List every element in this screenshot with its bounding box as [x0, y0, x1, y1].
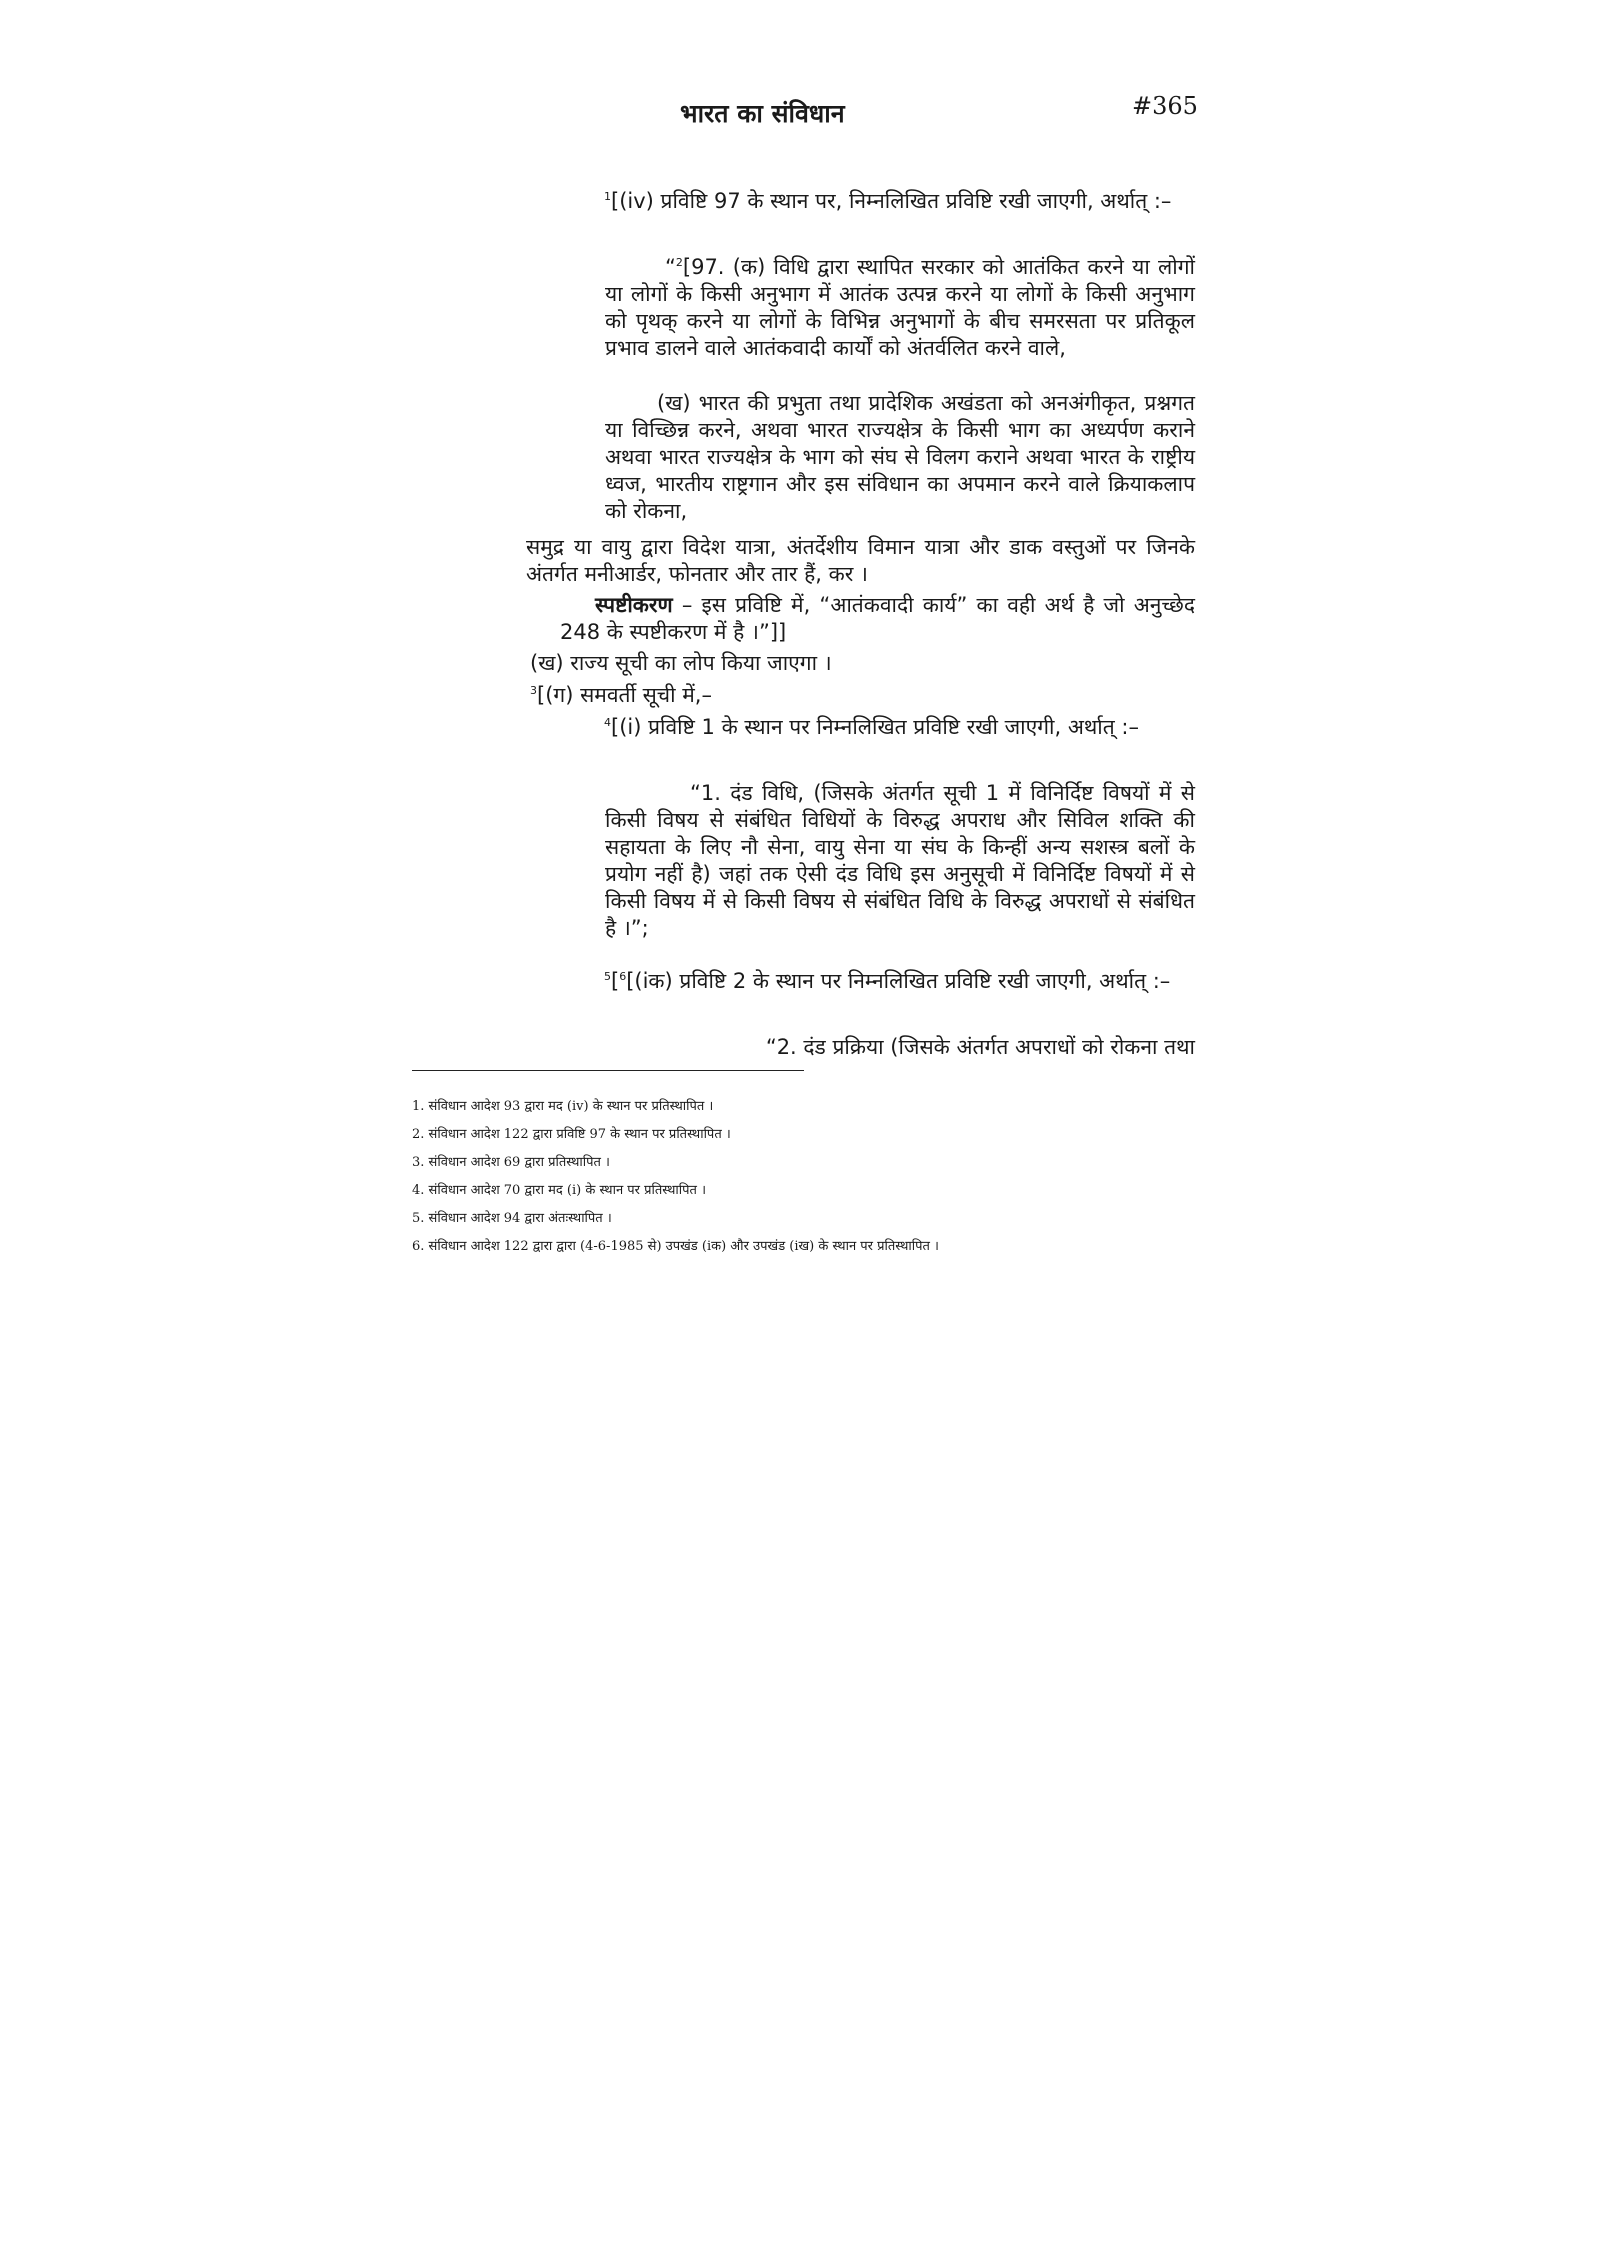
page-header [0, 92, 1600, 136]
paragraph-text: समुद्र या वायु द्वारा विदेश यात्रा, अंतर्देशीय विमान यात्रा और डाक वस्तुओं पर जिनके अंतर्गत मनीआर्डर, फोनतार और तार हैं, कर । [526, 535, 1195, 586]
quote-mark: “ [665, 255, 676, 279]
paragraph-text: “2. दंड प्रक्रिया (जिसके अंतर्गत अपराधों को रोकना तथा [765, 1035, 1195, 1059]
paragraph-text: [(i) प्रविष्टि 1 के स्थान पर निम्नलिखित प्रविष्टि रखी जाएगी, अर्थात् :– [611, 715, 1139, 739]
paragraph-text: [97. (क) विधि द्वारा स्थापित सरकार को आतंकित करने या लोगों या लोगों के किसी अनुभाग में आतंक उत्पन्न करने या लोगों के किसी अनुभाग को पृथक् करने या लोगों के विभिन्न अनुभागों के बीच समरसता पर प्रतिकूल प्रभाव डालने वाले आतंकवादी कार्यों को अंतर्वलित करने वाले, [605, 255, 1195, 360]
footnote-divider [412, 1070, 804, 1071]
footnote-item: 5. संविधान आदेश 94 द्वारा अंतःस्थापित । [412, 1211, 612, 1226]
bracket: [ [611, 969, 620, 993]
footnote-ref-3[interactable]: 3 [530, 684, 537, 697]
paragraph-explanation [560, 592, 1195, 646]
footnote-ref-6[interactable]: 6 [619, 970, 627, 983]
footnote-item: 1. संविधान आदेश 93 द्वारा मद (iv) के स्थान पर प्रतिस्थापित । [412, 1099, 714, 1114]
footnote-item: 4. संविधान आदेश 70 द्वारा मद (i) के स्थान पर प्रतिस्थापित । [412, 1183, 706, 1198]
footnote-ref-5[interactable]: 5 [604, 970, 611, 983]
paragraph-state-list [530, 650, 1195, 677]
explanation-label: स्पष्टीकरण [595, 593, 673, 617]
paragraph-criminal-law [605, 780, 1195, 942]
paragraph-criminal-procedure [530, 1034, 1195, 1061]
paragraph-entry-1 [530, 714, 1195, 741]
footnote-item: 6. संविधान आदेश 122 द्वारा द्वारा (4-6-1985 से) उपखंड (iक) और उपखंड (iख) के स्थान पर प्रतिस्थापित । [412, 1239, 939, 1254]
footnote-item: 2. संविधान आदेश 122 द्वारा प्रविष्टि 97 के स्थान पर प्रतिस्थापित । [412, 1127, 731, 1142]
paragraph-text: – इस प्रविष्टि में, “आतंकवादी कार्य” का वही अर्थ है जो अनुच्छेद 248 के स्पष्टीकरण में है ।”]] [560, 593, 1195, 644]
footnote-ref-4[interactable]: 4 [604, 716, 611, 729]
paragraph-entry-97-ka [605, 254, 1195, 362]
paragraph-item-iv [530, 188, 1195, 215]
paragraph-text: [(iv) प्रविष्टि 97 के स्थान पर, निम्नलिखित प्रविष्टि रखी जाएगी, अर्थात् :– [611, 189, 1172, 213]
footnote-ref-2[interactable]: 2 [675, 256, 683, 269]
footnote-ref-1[interactable]: 1 [604, 190, 611, 203]
paragraph-text: “1. दंड विधि, (जिसके अंतर्गत सूची 1 में विनिर्दिष्ट विषयों में से किसी विषय से संबंधित विधियों के विरुद्ध अपराध और सिविल शक्ति की सहायता के लिए नौ सेना, वायु सेना या संघ के किन्हीं अन्य सशस्त्र बलों के प्रयोग नहीं है) जहां तक ऐसी दंड विधि इस अनुसूची में विनिर्दिष्ट विषयों में से किसी विषय में से किसी विषय से संबंधित विधि के विरुद्ध अपराधों से संबंधित है ।”; [605, 781, 1195, 940]
paragraph-concurrent-list [530, 682, 1195, 709]
paragraph-text: [(iक) प्रविष्टि 2 के स्थान पर निम्नलिखित प्रविष्टि रखी जाएगी, अर्थात् :– [626, 969, 1171, 993]
footnote-item: 3. संविधान आदेश 69 द्वारा प्रतिस्थापित । [412, 1155, 610, 1170]
paragraph-taxes [526, 534, 1195, 588]
paragraph-entry-97-kha [605, 390, 1195, 525]
paragraph-text: (ख) भारत की प्रभुता तथा प्रादेशिक अखंडता को अनअंगीकृत, प्रश्नगत या विच्छिन्न करने, अथवा भारत राज्यक्षेत्र के किसी भाग का अध्यर्पण कराने अथवा भारत राज्यक्षेत्र के भाग को संघ से विलग कराने अथवा भारत के राष्ट्रीय ध्वज, भारतीय राष्ट्रगान और इस संविधान का अपमान करने वाले क्रियाकलाप को रोकना, [605, 391, 1195, 523]
paragraph-entry-2 [530, 968, 1195, 995]
page-number: #365 [1132, 92, 1198, 120]
paragraph-text: [(ग) समवर्ती सूची में,– [537, 683, 712, 707]
paragraph-text: (ख) राज्य सूची का लोप किया जाएगा । [530, 651, 832, 675]
page-title: भारत का संविधान [680, 99, 845, 128]
